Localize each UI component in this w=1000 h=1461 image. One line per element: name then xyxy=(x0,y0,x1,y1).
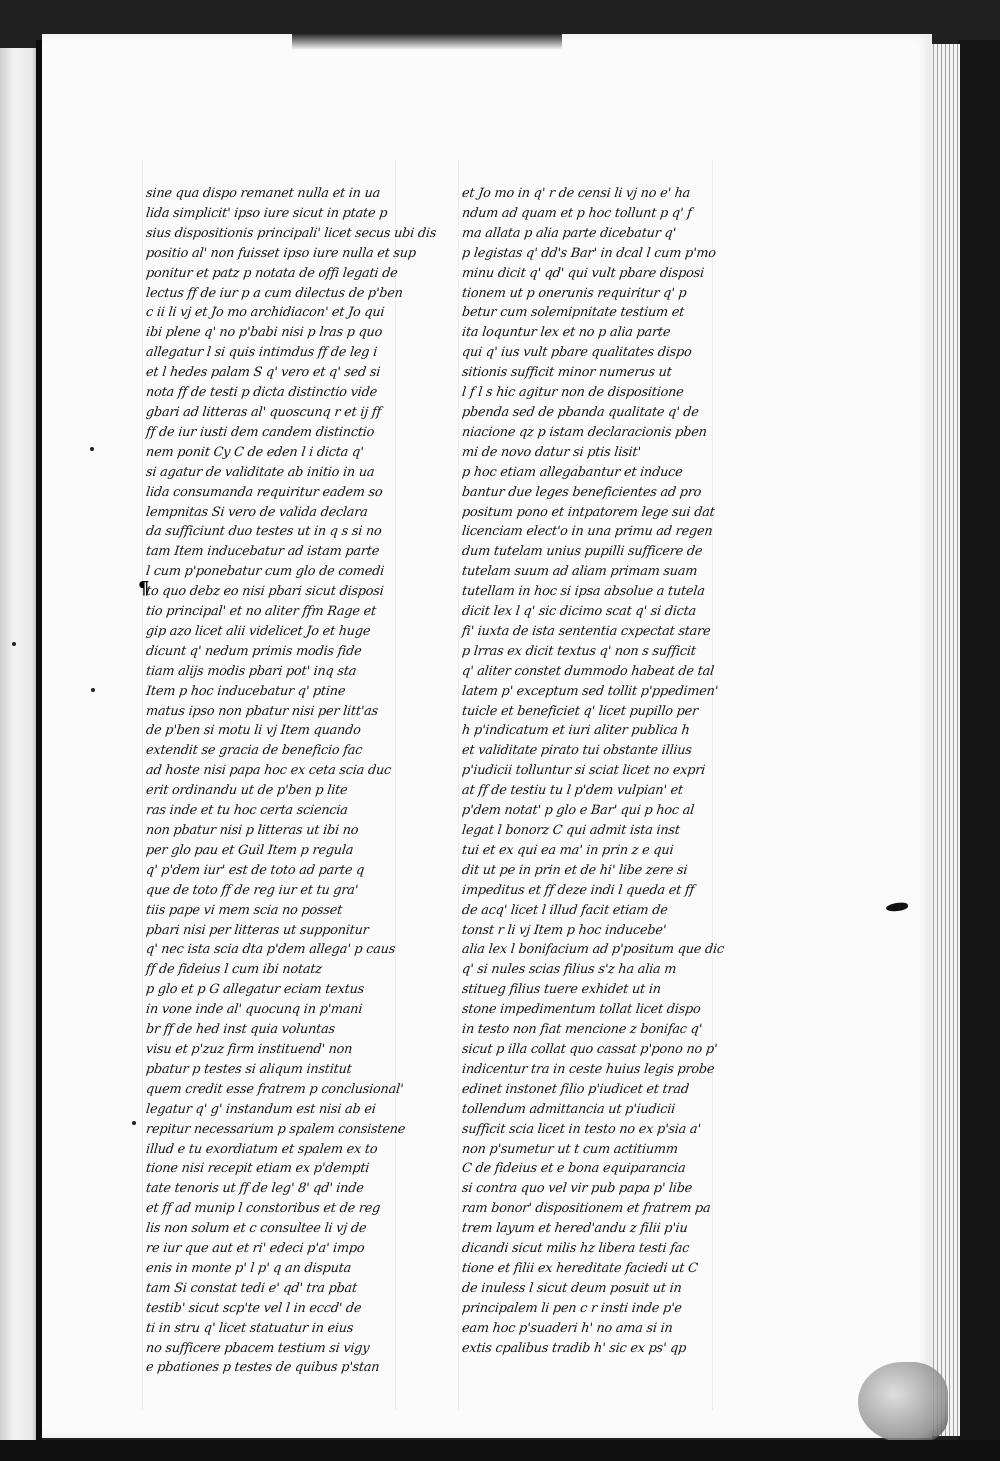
manuscript-line: indicentur tra in ceste huius legis probe xyxy=(461,1061,716,1077)
manuscript-line: enis in monte p' l p' q an disputa xyxy=(145,1260,352,1276)
manuscript-line: et ff ad munip l constoribus et de reg xyxy=(145,1201,381,1217)
stacked-page-edges xyxy=(930,44,960,1436)
manuscript-line: l cum p'ponebatur cum glo de comedi xyxy=(145,564,385,580)
manuscript-line: q' p'dem iur' est de toto ad parte q xyxy=(145,862,365,878)
manuscript-line: ita loquntur lex et no p alia parte xyxy=(461,325,671,341)
paragraph-mark: ¶ xyxy=(138,578,150,599)
manuscript-line: h p'indicatum et iuri aliter publica h xyxy=(461,723,691,739)
manuscript-line: extis cpalibus tradib h' sic ex ps' qp xyxy=(461,1340,687,1356)
manuscript-line: positum pono et intpatorem lege sui dat xyxy=(461,504,716,520)
manuscript-line: lida simplicit' ipso iure sicut in ptate p xyxy=(145,205,389,221)
manuscript-line: visu et p'zuz firm instituend' non xyxy=(145,1041,353,1057)
ruling-line xyxy=(458,160,459,1410)
thumb-holding-page xyxy=(858,1362,948,1442)
manuscript-line: niacione qz p istam declaracionis pben xyxy=(461,424,708,440)
manuscript-line: pbari nisi per litteras ut supponitur xyxy=(145,922,370,938)
manuscript-line: et Jo mo in q' r de censi li vj no e' ha xyxy=(461,186,691,201)
previous-page-edge xyxy=(0,48,40,1443)
manuscript-line: q' aliter constet dummodo habeat de tal xyxy=(461,663,715,679)
manuscript-line: da sufficiunt duo testes ut in q s si no xyxy=(145,524,383,540)
manuscript-line: ff de iur iusti dem candem distinctio xyxy=(145,424,375,440)
manuscript-line: ram bonor' dispositionem et fratrem pa xyxy=(461,1201,712,1217)
manuscript-line: non p'sumetur ut t cum actitiumm xyxy=(461,1141,679,1157)
manuscript-line: Item p hoc inducebatur q' ptine xyxy=(145,683,346,699)
manuscript-line: legat l bonorz C qui admit ista inst xyxy=(461,823,681,838)
manuscript-line: sufficit scia licet in testo no ex p'sia a' xyxy=(461,1121,702,1137)
manuscript-line: tiam alijs modis pbari pot' inq sta xyxy=(145,663,357,679)
manuscript-line: to quo debz eo nisi pbari sicut disposi xyxy=(145,584,385,600)
manuscript-line: que de toto ff de reg iur et tu gra' xyxy=(145,882,359,898)
manuscript-line: licenciam elect'o in una primu ad regen xyxy=(461,524,714,540)
manuscript-line: dicit lex l q' sic dicimo scat q' si dicta xyxy=(461,604,697,620)
ruling-line xyxy=(395,160,396,1410)
manuscript-line: tonst r li vj Item p hoc inducebe' xyxy=(461,922,667,938)
manuscript-line: illud e tu exordiatum et spalem ex to xyxy=(145,1141,379,1157)
manuscript-line: nem ponit Cy C de eden l i dicta q' xyxy=(145,444,365,460)
manuscript-line: matus ipso non pbatur nisi per litt'as xyxy=(145,703,379,719)
manuscript-line: sitionis sufficit minor numerus ut xyxy=(461,365,673,381)
manuscript-line: p glo et p G allegatur eciam textus xyxy=(145,982,365,998)
manuscript-line: latem p' exceptum sed tollit p'ppedimen' xyxy=(461,683,719,699)
manuscript-line: tione et filii ex hereditate faciedi ut C xyxy=(461,1260,699,1276)
manuscript-line: tionem ut p onerunis requiritur q' p xyxy=(461,285,688,301)
manuscript-line: edinet instonet filio p'iudicet et trad xyxy=(461,1081,690,1097)
manuscript-line: si contra quo vel vir pub papa p' libe xyxy=(461,1181,693,1197)
scan-bottom-edge xyxy=(0,1440,1000,1461)
manuscript-line: non pbatur nisi p litteras ut ibi no xyxy=(145,823,360,838)
manuscript-line: p hoc etiam allegabantur et induce xyxy=(461,464,684,480)
manuscript-line: testib' sicut scp'te vel l in eccd' de xyxy=(145,1300,363,1316)
text-column-right xyxy=(461,184,725,1358)
manuscript-line: lempnitas Si vero de valida declara xyxy=(145,504,369,520)
manuscript-line: lis non solum et c consultee li vj de xyxy=(145,1221,368,1237)
manuscript-line: betur cum solemipnitate testium et xyxy=(461,305,685,321)
manuscript-line: re iur que aut et ri' edeci p'a' impo xyxy=(145,1241,366,1257)
manuscript-line: tiis pape vi mem scia no posset xyxy=(145,902,343,918)
manuscript-line: per glo pau et Guil Item p regula xyxy=(145,842,354,858)
manuscript-line: si agatur de validitate ab initio in ua xyxy=(145,464,376,480)
manuscript-line: tam Si constat tedi e' qd' tra pbat xyxy=(145,1280,358,1296)
fore-edge-shadow xyxy=(958,40,1000,1450)
manuscript-line: de acq' licet l illud facit etiam de xyxy=(461,902,669,918)
manuscript-line: tione nisi recepit etiam ex p'dempti xyxy=(145,1161,370,1177)
manuscript-line: pbatur p testes si aliqum institut xyxy=(145,1061,353,1077)
manuscript-line: in vone inde al' quocunq in p'mani xyxy=(145,1002,363,1018)
manuscript-line: e pbationes p testes de quibus p'stan xyxy=(145,1360,381,1376)
manuscript-line: at ff de testiu tu l p'dem vulpian' et xyxy=(461,783,684,799)
manuscript-line: ma allata p alia parte dicebatur q' xyxy=(461,225,677,241)
manuscript-line: C de fideius et e bona equiparancia xyxy=(461,1161,687,1177)
manuscript-line: ad hoste nisi papa hoc ex ceta scia duc xyxy=(145,763,392,779)
manuscript-line: lida consumanda requiritur eadem so xyxy=(145,484,384,500)
manuscript-line: ti in stru q' licet statuatur in eius xyxy=(145,1320,354,1336)
manuscript-line: alia lex l bonifacium ad p'positum que dic xyxy=(461,942,725,958)
manuscript-line: nota ff de testi p dicta distinctio vide xyxy=(145,385,378,401)
manuscript-line: qui q' ius vult pbare qualitates dispo xyxy=(461,345,693,361)
margin-dot xyxy=(91,688,95,692)
manuscript-line: tutelam suum ad aliam primam suam xyxy=(461,564,698,580)
manuscript-line: ras inde et tu hoc certa sciencia xyxy=(145,803,349,819)
margin-dot xyxy=(90,447,94,451)
manuscript-line: tui et ex qui ea ma' in prin z e qui xyxy=(461,842,675,858)
manuscript-line: ff de fideius l cum ibi notatz xyxy=(145,962,323,978)
manuscript-line: br ff de hed inst quia voluntas xyxy=(145,1022,336,1038)
manuscript-line: eam hoc p'suaderi h' no ama si in xyxy=(461,1320,674,1336)
manuscript-line: erit ordinandu ut de p'ben p lite xyxy=(145,783,349,799)
ruling-line xyxy=(142,160,143,1410)
manuscript-line: quem credit esse fratrem p conclusional' xyxy=(145,1081,404,1097)
manuscript-line: ponitur et patz p notata de offi legati de xyxy=(145,265,399,281)
manuscript-line: trem layum et hered'andu z filii p'iu xyxy=(461,1221,689,1237)
manuscript-line: gip azo licet alii videlicet Jo et huge xyxy=(145,623,371,639)
manuscript-line: p'iudicii tolluntur si sciat licet no expri xyxy=(461,763,706,779)
manuscript-line: c ii li vj et Jo mo archidiacon' et Jo qui xyxy=(145,305,386,321)
ruling-line xyxy=(712,160,713,1410)
manuscript-line: repitur necessarium p spalem consistene xyxy=(145,1121,406,1137)
manuscript-line: dit ut pe in prin et de hi' libe zere si xyxy=(461,862,689,878)
manuscript-line: fi' iuxta de ista sententia cxpectat stare xyxy=(461,623,712,639)
manuscript-line: stitueg filius tuere exhidet ut in xyxy=(461,982,662,998)
manuscript-line: tate tenoris ut ff de leg' 8' qd' inde xyxy=(145,1181,365,1197)
manuscript-line: ndum ad quam et p hoc tollunt p q' f xyxy=(461,205,693,221)
manuscript-line: q' nec ista scia dta p'dem allega' p caus xyxy=(145,942,396,958)
manuscript-line: sius dispositionis principali' licet secus ubi dis xyxy=(145,225,437,241)
manuscript-line: gbari ad litteras al' quoscunq r et ij ff xyxy=(145,404,382,420)
manuscript-line: q' si nules scias filius s'z ha alia m xyxy=(461,962,677,978)
manuscript-line: p lrras ex dicit textus q' non s sufficit xyxy=(461,643,697,659)
manuscript-line: et l hedes palam S q' vero et q' sed si xyxy=(145,365,381,381)
manuscript-line: dicandi sicut milis hz libera testi fac xyxy=(461,1241,690,1257)
manuscript-line: ibi plene q' no p'babi nisi p lras p quo xyxy=(145,325,383,341)
manuscript-line: l f l s hic agitur non de dispositione xyxy=(461,385,685,401)
leaf-top-shadow xyxy=(292,34,562,50)
manuscript-line: extendit se gracia de beneficio fac xyxy=(145,743,363,759)
manuscript-line: bantur due leges beneficientes ad pro xyxy=(461,484,702,500)
manuscript-line: lectus ff de iur p a cum dilectus de p'ben xyxy=(145,285,404,301)
margin-dot xyxy=(12,642,16,646)
manuscript-line: tollendum admittancia ut p'iudicii xyxy=(461,1101,676,1117)
manuscript-line: mi de novo datur si ptis lisit' xyxy=(461,444,642,460)
manuscript-line: tio principal' et no aliter ffm Rage et xyxy=(145,604,377,620)
manuscript-line: principalem li pen c r insti inde p'e xyxy=(461,1300,683,1316)
manuscript-line: minu dicit q' qd' qui vult pbare disposi xyxy=(461,265,705,281)
text-column-left xyxy=(145,184,437,1378)
manuscript-line: sicut p illa collat quo cassat p'pono no p' xyxy=(461,1041,718,1057)
manuscript-line: in testo non fiat mencione z bonifac q' xyxy=(461,1022,703,1038)
manuscript-line: stone impedimentum tollat licet dispo xyxy=(461,1002,702,1018)
manuscript-line: positio al' non fuisset ipso iure nulla et sup xyxy=(145,245,417,261)
manuscript-line: allegatur l si quis intimdus ff de leg i xyxy=(145,345,378,361)
manuscript-line: tuicle et beneficiet q' licet pupillo per xyxy=(461,703,699,719)
manuscript-line: tutellam in hoc si ipsa absolue a tutela xyxy=(461,584,706,600)
manuscript-line: tam Item inducebatur ad istam parte xyxy=(145,544,380,560)
manuscript-line: no sufficere pbacem testium si vigy xyxy=(145,1340,371,1356)
manuscript-line: dicunt q' nedum primis modis fide xyxy=(145,643,363,659)
manuscript-line: p legistas q' dd's Bar' in dcal l cum p'mo xyxy=(461,245,717,261)
manuscript-line: sine qua dispo remanet nulla et in ua xyxy=(145,186,381,201)
manuscript-line: de inuless l sicut deum posuit ut in xyxy=(461,1280,683,1296)
manuscript-line: et validitate pirato tui obstante illius xyxy=(461,743,693,759)
margin-dot xyxy=(132,1121,136,1125)
manuscript-line: de p'ben si motu li vj Item quando xyxy=(145,723,362,739)
manuscript-line: dum tutelam unius pupilli sufficere de xyxy=(461,544,704,560)
manuscript-line: impeditus et ff deze indi l queda et ff xyxy=(461,882,695,898)
manuscript-line: p'dem notat' p glo e Bar' qui p hoc al xyxy=(461,803,695,819)
manuscript-line: legatur q' g' instandum est nisi ab ei xyxy=(145,1101,377,1117)
manuscript-line: pbenda sed de pbanda qualitate q' de xyxy=(461,404,700,420)
